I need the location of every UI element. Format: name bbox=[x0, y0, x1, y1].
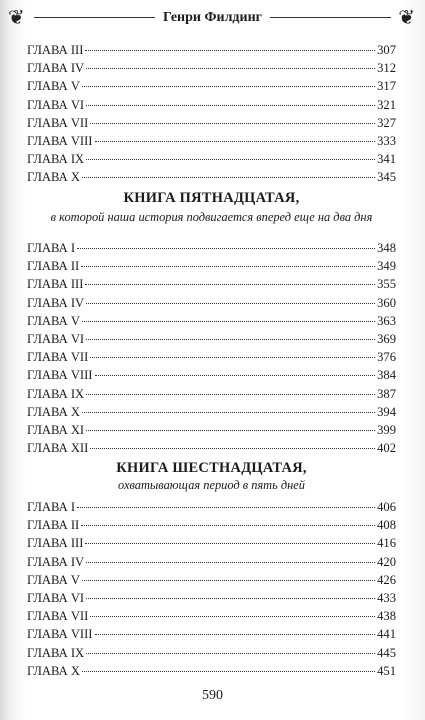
chapter-label: ГЛАВА IV bbox=[27, 554, 85, 569]
chapter-label: ГЛАВА X bbox=[27, 170, 80, 185]
dot-leader bbox=[82, 320, 375, 322]
chapter-page-number: 369 bbox=[377, 331, 396, 346]
chapter-page-number: 327 bbox=[377, 115, 396, 130]
book16-title: КНИГА ШЕСТНАДЦАТАЯ, bbox=[116, 460, 307, 476]
running-title bbox=[0, 8, 425, 28]
chapter-page-number: 451 bbox=[377, 663, 396, 678]
chapter-label: ГЛАВА V bbox=[27, 313, 80, 328]
chapter-page-number: 348 bbox=[377, 241, 396, 255]
chapter-label: ГЛАВА V bbox=[27, 572, 80, 587]
toc-list-book14-end bbox=[27, 41, 396, 187]
chapter-label: ГЛАВА XII bbox=[27, 441, 89, 456]
toc-entry bbox=[27, 348, 396, 366]
dot-leader bbox=[85, 542, 375, 544]
toc-list-book16 bbox=[27, 498, 396, 680]
author-name: Генри Филдинг bbox=[155, 10, 270, 25]
toc-entry bbox=[27, 439, 396, 457]
chapter-label: ГЛАВА XI bbox=[27, 422, 85, 437]
book16-subtitle: охватывающая период в пять дней bbox=[118, 478, 305, 492]
dot-leader bbox=[95, 374, 376, 376]
dot-leader bbox=[81, 265, 375, 267]
chapter-page-number: 387 bbox=[377, 386, 396, 401]
toc-entry bbox=[27, 607, 396, 625]
chapter-label: ГЛАВА VIII bbox=[27, 133, 93, 148]
chapter-label: ГЛАВА VII bbox=[27, 609, 89, 624]
dot-leader bbox=[82, 176, 375, 178]
dot-leader bbox=[82, 85, 375, 87]
chapter-page-number: 307 bbox=[377, 43, 396, 57]
dot-leader bbox=[90, 447, 375, 449]
chapter-label: ГЛАВА VIII bbox=[27, 368, 93, 383]
dot-leader bbox=[95, 633, 376, 635]
chapter-label: ГЛАВА III bbox=[27, 277, 84, 292]
toc-entry bbox=[27, 516, 396, 534]
toc-entry bbox=[27, 330, 396, 348]
chapter-page-number: 321 bbox=[377, 97, 396, 112]
chapter-page-number: 402 bbox=[377, 441, 396, 456]
chapter-label: ГЛАВА I bbox=[27, 500, 76, 514]
dot-leader bbox=[86, 338, 375, 340]
toc-entry bbox=[27, 275, 396, 293]
toc-entry bbox=[27, 625, 396, 643]
chapter-label: ГЛАВА X bbox=[27, 404, 80, 419]
dot-leader bbox=[90, 122, 375, 124]
dot-leader bbox=[90, 356, 375, 358]
toc-entry bbox=[27, 150, 396, 168]
ornament-left-icon: ❦ bbox=[8, 7, 25, 29]
chapter-page-number: 317 bbox=[377, 79, 396, 94]
chapter-label: ГЛАВА IV bbox=[27, 295, 85, 310]
chapter-label: ГЛАВА VI bbox=[27, 97, 85, 112]
chapter-label: ГЛАВА IV bbox=[27, 61, 85, 76]
chapter-label: ГЛАВА III bbox=[27, 536, 84, 551]
chapter-page-number: 438 bbox=[377, 609, 396, 624]
dot-leader bbox=[82, 411, 375, 413]
toc-entry bbox=[27, 132, 396, 150]
chapter-page-number: 420 bbox=[377, 554, 396, 569]
chapter-page-number: 360 bbox=[377, 295, 396, 310]
dot-leader bbox=[86, 158, 375, 160]
page-number: 590 bbox=[202, 688, 223, 703]
chapter-page-number: 355 bbox=[377, 277, 396, 292]
chapter-label: ГЛАВА VI bbox=[27, 331, 85, 346]
chapter-label: ГЛАВА VII bbox=[27, 350, 89, 365]
dot-leader bbox=[86, 67, 375, 69]
chapter-label: ГЛАВА VII bbox=[27, 115, 89, 130]
dot-leader bbox=[86, 104, 375, 106]
chapter-label: ГЛАВА IX bbox=[27, 152, 85, 167]
toc-entry bbox=[27, 239, 396, 257]
chapter-page-number: 376 bbox=[377, 350, 396, 365]
toc-entry bbox=[27, 366, 396, 384]
chapter-label: ГЛАВА VI bbox=[27, 590, 85, 605]
dot-leader bbox=[86, 652, 375, 654]
chapter-page-number: 445 bbox=[377, 645, 396, 660]
chapter-page-number: 433 bbox=[377, 590, 396, 605]
dot-leader bbox=[95, 140, 376, 142]
dot-leader bbox=[86, 393, 375, 395]
running-header bbox=[0, 6, 425, 30]
toc-entry bbox=[27, 498, 396, 516]
chapter-label: ГЛАВА II bbox=[27, 518, 80, 533]
chapter-page-number: 341 bbox=[377, 152, 396, 167]
toc-entry bbox=[27, 403, 396, 421]
dot-leader bbox=[82, 579, 375, 581]
toc-entry bbox=[27, 114, 396, 132]
toc-entry bbox=[27, 534, 396, 552]
chapter-page-number: 363 bbox=[377, 313, 396, 328]
dot-leader bbox=[90, 615, 375, 617]
dot-leader bbox=[86, 429, 375, 431]
dot-leader bbox=[81, 524, 375, 526]
toc-list-book15 bbox=[27, 239, 396, 457]
dot-leader bbox=[85, 49, 375, 51]
dot-leader bbox=[86, 561, 375, 563]
chapter-page-number: 416 bbox=[377, 536, 396, 551]
toc-entry bbox=[27, 294, 396, 312]
toc-entry bbox=[27, 59, 396, 77]
chapter-page-number: 345 bbox=[377, 170, 396, 185]
chapter-label: ГЛАВА V bbox=[27, 79, 80, 94]
chapter-page-number: 349 bbox=[377, 259, 396, 274]
ornament-right-icon: ❦ bbox=[398, 7, 415, 29]
toc-entry bbox=[27, 168, 396, 186]
chapter-label: ГЛАВА X bbox=[27, 663, 80, 678]
toc-entry bbox=[27, 662, 396, 680]
dot-leader bbox=[86, 302, 375, 304]
toc-entry bbox=[27, 421, 396, 439]
chapter-page-number: 333 bbox=[377, 133, 396, 148]
toc-entry bbox=[27, 644, 396, 662]
toc-entry bbox=[27, 312, 396, 330]
book15-subtitle: в которой наша история подвигается вперед еще на два дня bbox=[50, 210, 373, 224]
chapter-label: ГЛАВА IX bbox=[27, 645, 85, 660]
book15-title: КНИГА ПЯТНАДЦАТАЯ, bbox=[123, 190, 300, 206]
toc-entry bbox=[27, 571, 396, 589]
dot-leader bbox=[82, 670, 375, 672]
chapter-label: ГЛАВА II bbox=[27, 259, 80, 274]
chapter-page-number: 394 bbox=[377, 404, 396, 419]
toc-entry bbox=[27, 385, 396, 403]
chapter-label: ГЛАВА I bbox=[27, 241, 76, 255]
dot-leader bbox=[77, 506, 375, 508]
chapter-page-number: 441 bbox=[377, 627, 396, 642]
toc-entry bbox=[27, 77, 396, 95]
chapter-label: ГЛАВА IX bbox=[27, 386, 85, 401]
chapter-page-number: 384 bbox=[377, 368, 396, 383]
chapter-page-number: 312 bbox=[377, 61, 396, 76]
chapter-page-number: 408 bbox=[377, 518, 396, 533]
chapter-label: ГЛАВА VIII bbox=[27, 627, 93, 642]
chapter-page-number: 426 bbox=[377, 572, 396, 587]
chapter-page-number: 399 bbox=[377, 422, 396, 437]
toc-entry bbox=[27, 257, 396, 275]
toc-entry bbox=[27, 589, 396, 607]
dot-leader bbox=[85, 283, 375, 285]
dot-leader bbox=[77, 247, 375, 249]
toc-entry bbox=[27, 41, 396, 59]
chapter-label: ГЛАВА III bbox=[27, 43, 84, 57]
toc-entry bbox=[27, 96, 396, 114]
chapter-page-number: 406 bbox=[377, 500, 396, 514]
dot-leader bbox=[86, 597, 375, 599]
toc-entry bbox=[27, 553, 396, 571]
